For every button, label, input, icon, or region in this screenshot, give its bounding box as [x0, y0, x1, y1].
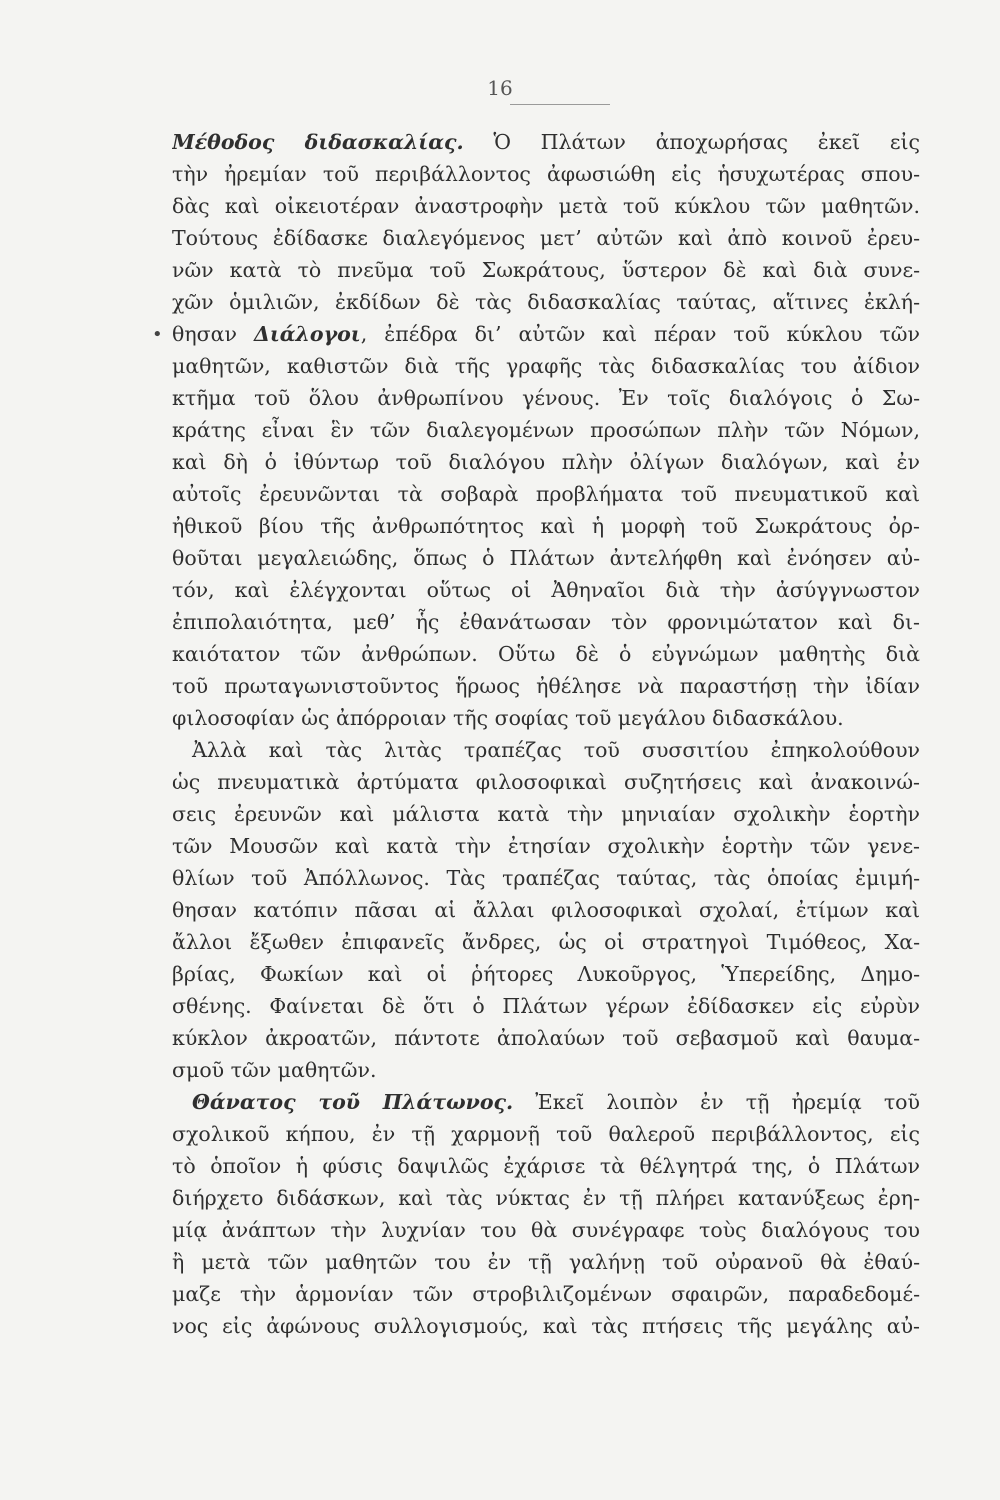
text-line — [172, 894, 920, 926]
line-text: τόν, καὶ ἐλέγχονται οὕτως οἱ Ἀθηναῖοι διὰ τὴν ἀσύγγνωστον — [172, 578, 920, 602]
line-text: ἄλλοι ἔξωθεν ἐπιφανεῖς ἄνδρες, ὡς οἱ στρατηγοὶ Τιμόθεος, Χα- — [172, 930, 920, 954]
text-line — [172, 542, 920, 574]
line-text: Ἀλλὰ καὶ τὰς λιτὰς τραπέζας τοῦ συσσιτίου ἐπηκολούθουν — [192, 738, 920, 762]
line-text: μίᾳ ἀνάπτων τὴν λυχνίαν του θὰ συνέγραφε τοὺς διαλόγους του — [172, 1218, 920, 1242]
line-text: σμοῦ τῶν μαθητῶν. — [172, 1058, 377, 1082]
text-line — [172, 1278, 920, 1310]
line-text: καιότατον τῶν ἀνθρώπων. Οὕτω δὲ ὁ εὐγνώμων μαθητὴς διὰ — [172, 642, 920, 666]
text-line — [172, 190, 920, 222]
line-text: νος εἰς ἀφώνους συλλογισμούς, καὶ τὰς πτήσεις τῆς μεγάλης αὐ- — [172, 1314, 920, 1338]
line-text: ὡς πνευματικὰ ἀρτύματα φιλοσοφικαὶ συζητήσεις καὶ ἀνακοινώ- — [172, 770, 920, 794]
text-line — [172, 254, 920, 286]
text-line — [172, 126, 920, 158]
line-text: μαθητῶν, καθιστῶν διὰ τῆς γραφῆς τὰς διδασκαλίας του ἀίδιον — [172, 354, 920, 378]
text-line — [172, 766, 920, 798]
text-line — [172, 382, 920, 414]
line-text: διήρχετο διδάσκων, καὶ τὰς νύκτας ἐν τῇ πλήρει κατανύξεως ἐρη- — [172, 1186, 920, 1210]
line-text: χῶν ὁμιλιῶν, ἐκδίδων δὲ τὰς διδασκαλίας ταύτας, αἵτινες ἐκλή- — [172, 290, 920, 314]
page-number: 16 — [487, 76, 513, 100]
inline-emphasis: Διάλογοι — [253, 322, 361, 346]
line-text: κύκλον ἀκροατῶν, πάντοτε ἀπολαύων τοῦ σεβασμοῦ καὶ θαυμα- — [172, 1026, 920, 1050]
page-number-rule — [510, 104, 610, 105]
line-text: ἠθικοῦ βίου τῆς ἀνθρωπότητος καὶ ἡ μορφὴ τοῦ Σωκράτους ὀρ- — [172, 514, 920, 538]
line-text: ἐπιπολαιότητα, μεθ’ ἧς ἐθανάτωσαν τὸν φρονιμώτατον καὶ δι- — [172, 610, 920, 634]
text-line — [172, 1246, 920, 1278]
text-line — [172, 670, 920, 702]
text-line — [172, 478, 920, 510]
line-text: Ἐκεῖ λοιπὸν ἐν τῇ ἠρεμίᾳ τοῦ — [513, 1090, 920, 1114]
line-text: δὰς καὶ οἰκειοτέραν ἀναστροφὴν μετὰ τοῦ κύκλου τῶν μαθητῶν. — [172, 194, 920, 218]
text-line — [172, 1086, 920, 1118]
section-heading: Μέθοδος διδασκαλίας. — [172, 130, 464, 154]
line-text: νῶν κατὰ τὸ πνεῦμα τοῦ Σωκράτους, ὕστερον δὲ καὶ διὰ συνε- — [172, 258, 920, 282]
line-text: καὶ δὴ ὁ ἰθύντωρ τοῦ διαλόγου πλὴν ὀλίγων διαλόγων, καὶ ἐν — [172, 450, 920, 474]
line-text: κτῆμα τοῦ ὅλου ἀνθρωπίνου γένους. Ἐν τοῖς διαλόγοις ὁ Σω- — [172, 386, 920, 410]
section-heading: Θάνατος τοῦ Πλάτωνος. — [192, 1090, 514, 1114]
line-text: μαζε τὴν ἁρμονίαν τῶν στροβιλιζομένων σφαιρῶν, παραδεδομέ- — [172, 1282, 920, 1306]
line-text-tail: , ἐπέδρα δι’ αὐτῶν καὶ πέραν τοῦ κύκλου τῶν — [360, 322, 920, 346]
text-line — [172, 1022, 920, 1054]
margin-mark: • — [152, 324, 163, 345]
text-line — [172, 798, 920, 830]
body-text — [172, 126, 920, 1342]
line-text: αὐτοῖς ἐρευνῶνται τὰ σοβαρὰ προβλήματα τοῦ πνευματικοῦ καὶ — [172, 482, 920, 506]
line-text: θησαν — [172, 322, 254, 346]
text-line — [172, 606, 920, 638]
text-line — [172, 734, 920, 766]
text-line — [172, 1118, 920, 1150]
text-line — [172, 318, 920, 350]
line-text: Τούτους ἐδίδασκε διαλεγόμενος μετ’ αὐτῶν καὶ ἀπὸ κοινοῦ ἐρευ- — [172, 226, 920, 250]
text-line — [172, 158, 920, 190]
line-text: θοῦται μεγαλειώδης, ὅπως ὁ Πλάτων ἀντελήφθη καὶ ἐνόησεν αὐ- — [172, 546, 920, 570]
text-line — [172, 1182, 920, 1214]
text-line — [172, 574, 920, 606]
text-line — [172, 830, 920, 862]
text-line — [172, 926, 920, 958]
line-text: σθένης. Φαίνεται δὲ ὅτι ὁ Πλάτων γέρων ἐδίδασκεν εἰς εὐρὺν — [172, 994, 920, 1018]
text-line — [172, 958, 920, 990]
text-line — [172, 638, 920, 670]
text-line — [172, 1214, 920, 1246]
text-line — [172, 414, 920, 446]
text-line — [172, 350, 920, 382]
text-line — [172, 990, 920, 1022]
line-text: σχολικοῦ κήπου, ἐν τῇ χαρμονῇ τοῦ θαλεροῦ περιβάλλοντος, εἰς — [172, 1122, 920, 1146]
line-text: βρίας, Φωκίων καὶ οἱ ῥήτορες Λυκοῦργος, Ὑπερείδης, Δημο- — [172, 962, 920, 986]
line-text: τὸ ὁποῖον ἡ φύσις δαψιλῶς ἐχάρισε τὰ θέλγητρά της, ὁ Πλάτων — [172, 1154, 920, 1178]
text-line — [172, 1150, 920, 1182]
text-line — [172, 446, 920, 478]
line-text: φιλοσοφίαν ὡς ἀπόρροιαν τῆς σοφίας τοῦ μεγάλου διδασκάλου. — [172, 706, 844, 730]
line-text: ἢ μετὰ τῶν μαθητῶν του ἐν τῇ γαλήνῃ τοῦ οὐρανοῦ θὰ ἐθαύ- — [172, 1250, 920, 1274]
line-text: Ὁ Πλάτων ἀποχωρήσας ἐκεῖ εἰς — [463, 130, 920, 154]
text-line — [172, 222, 920, 254]
line-text: σεις ἐρευνῶν καὶ μάλιστα κατὰ τὴν μηνιαίαν σχολικὴν ἑορτὴν — [172, 802, 920, 826]
text-line — [172, 1054, 920, 1086]
text-line — [172, 702, 920, 734]
text-line — [172, 286, 920, 318]
text-line — [172, 510, 920, 542]
line-text: τοῦ πρωταγωνιστοῦντος ἥρωος ἠθέλησε νὰ παραστήσῃ τὴν ἰδίαν — [172, 674, 920, 698]
line-text: τὴν ἠρεμίαν τοῦ περιβάλλοντος ἀφωσιώθη εἰς ἡσυχωτέρας σπου- — [172, 162, 920, 186]
line-text: θλίων τοῦ Ἀπόλλωνος. Τὰς τραπέζας ταύτας, τὰς ὁποίας ἐμιμή- — [172, 866, 920, 890]
line-text: τῶν Μουσῶν καὶ κατὰ τὴν ἐτησίαν σχολικὴν ἑορτὴν τῶν γενε- — [172, 834, 920, 858]
line-text: θησαν κατόπιν πᾶσαι αἱ ἄλλαι φιλοσοφικαὶ σχολαί, ἐτίμων καὶ — [172, 898, 920, 922]
text-line — [172, 862, 920, 894]
text-line — [172, 1310, 920, 1342]
line-text: κράτης εἶναι ἓν τῶν διαλεγομένων προσώπων πλὴν τῶν Νόμων, — [172, 418, 920, 442]
